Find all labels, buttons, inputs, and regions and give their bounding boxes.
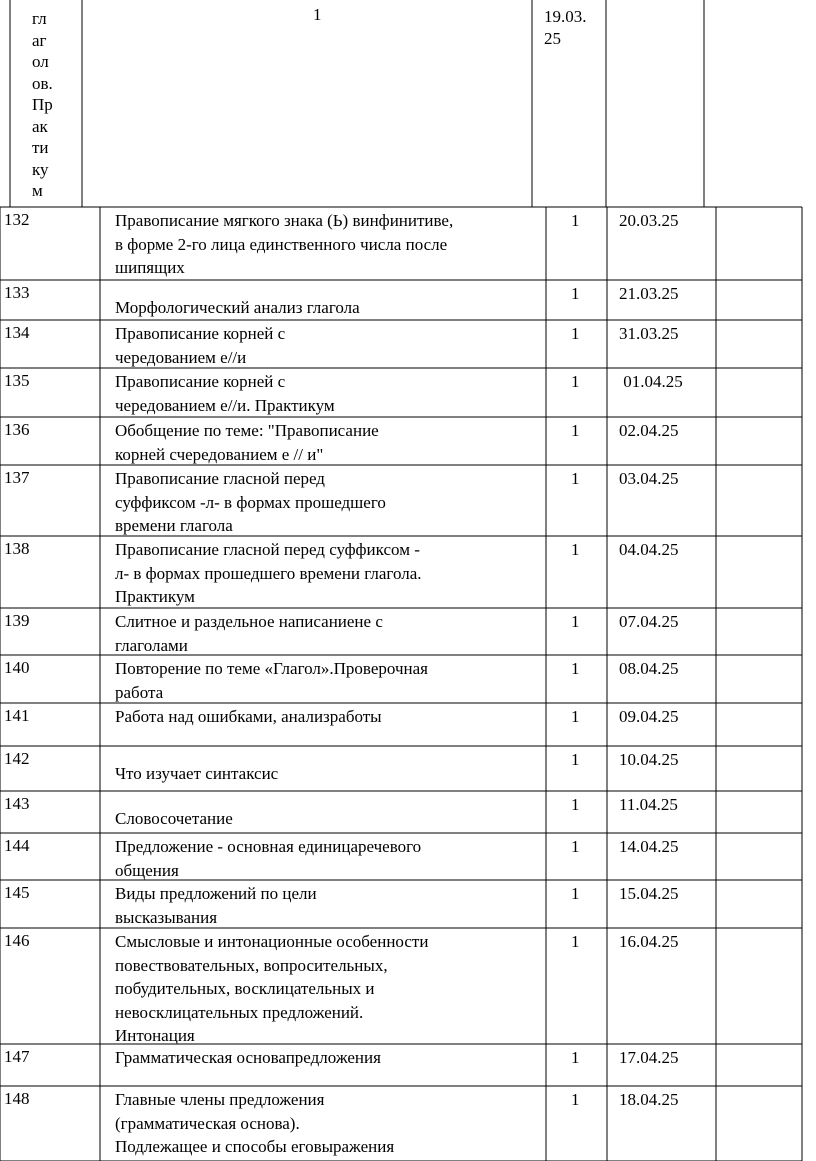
lesson-hours: 1	[571, 884, 580, 903]
lesson-topic-line: Работа над ошибками, анализработы	[115, 707, 382, 726]
top-row-fragment-line: ку	[32, 159, 49, 179]
lesson-topic-line: Практикум	[115, 587, 195, 606]
lesson-date: 16.04.25	[619, 932, 679, 951]
lesson-hours: 1	[571, 795, 580, 814]
lesson-hours: 1	[571, 372, 580, 391]
lesson-topic-line: повествовательных, вопросительных,	[115, 955, 388, 975]
lesson-topic-line: времени глагола	[115, 516, 233, 535]
lesson-topic-line: общения	[115, 860, 179, 880]
lesson-topic-line: л- в формах прошедшего времени глагола.	[115, 563, 422, 583]
lesson-date: 18.04.25	[619, 1090, 679, 1109]
lesson-topic-line: Смысловые и интонационные особенности	[115, 932, 429, 951]
lesson-topic-line: Виды предложений по цели	[115, 884, 317, 903]
lesson-hours: 1	[571, 612, 580, 631]
lesson-number: 134	[4, 323, 30, 342]
lesson-date: 21.03.25	[619, 284, 679, 303]
lesson-topic-line: Правописание гласной перед	[115, 469, 325, 488]
lesson-hours: 1	[571, 659, 580, 678]
top-row-date-line-2: 25	[544, 29, 561, 48]
lesson-topic-line: Обобщение по теме: "Правописание	[115, 421, 379, 440]
lesson-topic-line: Грамматическая основапредложения	[115, 1048, 381, 1067]
lesson-topic-line: чередованием е//и	[115, 347, 247, 367]
lesson-topic-line: Слитное и раздельное написаниене с	[115, 612, 383, 631]
lesson-topic-line: работа	[115, 682, 164, 702]
lesson-hours: 1	[571, 469, 580, 488]
lesson-number: 138	[4, 539, 30, 558]
lesson-hours: 1	[571, 421, 580, 440]
lesson-number: 139	[4, 611, 30, 630]
lesson-number: 140	[4, 658, 30, 677]
lesson-topic-line: Главные члены предложения	[115, 1090, 325, 1109]
lesson-number: 136	[4, 420, 30, 439]
lesson-topic-line: чередованием е//и. Практикум	[115, 395, 335, 415]
lesson-topic-line: в форме 2-го лица единственного числа после	[115, 234, 448, 254]
lesson-topic-line: побудительных, восклицательных и	[115, 979, 375, 998]
lesson-topic-line: корней счередованием е // и"	[115, 444, 324, 464]
lesson-topic-line: глаголами	[115, 635, 188, 655]
lesson-date: 31.03.25	[619, 324, 679, 343]
lesson-hours: 1	[571, 284, 580, 303]
lesson-date: 02.04.25	[619, 421, 679, 440]
lesson-number: 135	[4, 371, 30, 390]
lesson-topic-line: Правописание мягкого знака (Ь) винфинитиве,	[115, 211, 454, 230]
lesson-number: 144	[4, 836, 30, 855]
lesson-number: 132	[4, 210, 30, 229]
lesson-number: 147	[4, 1047, 30, 1066]
lesson-topic-line: суффиксом -л- в формах прошедшего	[115, 492, 386, 512]
lesson-topic-line: невосклицательных предложений.	[115, 1002, 364, 1022]
lesson-number: 142	[4, 749, 30, 768]
lesson-number: 137	[4, 468, 30, 487]
lesson-topic-line: Интонация	[115, 1026, 195, 1045]
lesson-hours: 1	[571, 837, 580, 856]
lesson-topic-line: Словосочетание	[115, 809, 233, 828]
lesson-hours: 1	[571, 1048, 580, 1067]
top-row-fragment-line: ак	[32, 116, 48, 136]
lesson-hours: 1	[571, 707, 580, 726]
top-row-fragment-line: аг	[32, 30, 47, 50]
lesson-topic-line: (грамматическая основа).	[115, 1113, 300, 1133]
lesson-topic-line: Правописание корней с	[115, 324, 286, 343]
lesson-date: 03.04.25	[619, 469, 679, 488]
lesson-topic-line: Подлежащее и способы еговыражения	[115, 1137, 395, 1156]
lesson-date: 14.04.25	[619, 837, 679, 856]
top-row-fragment-line: ол	[32, 52, 49, 71]
top-row-topic-fragment	[32, 8, 62, 202]
lesson-number: 133	[4, 283, 30, 302]
top-row-fragment-line: м	[32, 181, 43, 200]
lesson-date: 04.04.25	[619, 540, 679, 559]
lesson-date: 11.04.25	[619, 795, 678, 814]
lesson-hours: 1	[571, 1090, 580, 1109]
lesson-number: 145	[4, 883, 30, 902]
lesson-topic-line: Повторение по теме «Глагол».Проверочная	[115, 659, 428, 678]
lesson-hours: 1	[571, 540, 580, 559]
lesson-number: 141	[4, 706, 30, 725]
lesson-date: 15.04.25	[619, 884, 679, 903]
lesson-topic-line: Морфологический анализ глагола	[115, 298, 360, 317]
lesson-date: 10.04.25	[619, 750, 679, 769]
top-row-date-line-1: 19.03.	[544, 7, 587, 26]
lesson-date: 20.03.25	[619, 211, 679, 230]
lesson-hours: 1	[571, 324, 580, 343]
lesson-number: 143	[4, 794, 30, 813]
lesson-topic-line: высказывания	[115, 907, 218, 927]
top-row-hours: 1	[313, 5, 322, 24]
lesson-number: 148	[4, 1089, 30, 1108]
lesson-hours: 1	[571, 211, 580, 230]
top-row-fragment-line: Пр	[32, 95, 53, 114]
lesson-topic-line: Правописание гласной перед суффиксом -	[115, 540, 420, 559]
lesson-date: 01.04.25	[619, 372, 683, 391]
lesson-hours: 1	[571, 932, 580, 951]
lesson-date: 09.04.25	[619, 707, 679, 726]
lesson-topic-line: Что изучает синтаксис	[115, 764, 279, 783]
top-row-fragment-line: ти	[32, 138, 49, 157]
top-row-fragment-line: ов.	[32, 73, 53, 93]
lesson-topic-line: Предложение - основная единицаречевого	[115, 837, 422, 856]
top-row-fragment-line: гл	[32, 9, 47, 28]
lesson-topic-line: Правописание корней с	[115, 372, 286, 391]
lesson-date: 07.04.25	[619, 612, 679, 631]
lesson-hours: 1	[571, 750, 580, 769]
lesson-topic-line: шипящих	[115, 258, 185, 277]
lesson-date: 08.04.25	[619, 659, 679, 678]
lesson-date: 17.04.25	[619, 1048, 679, 1067]
lesson-number: 146	[4, 931, 30, 950]
